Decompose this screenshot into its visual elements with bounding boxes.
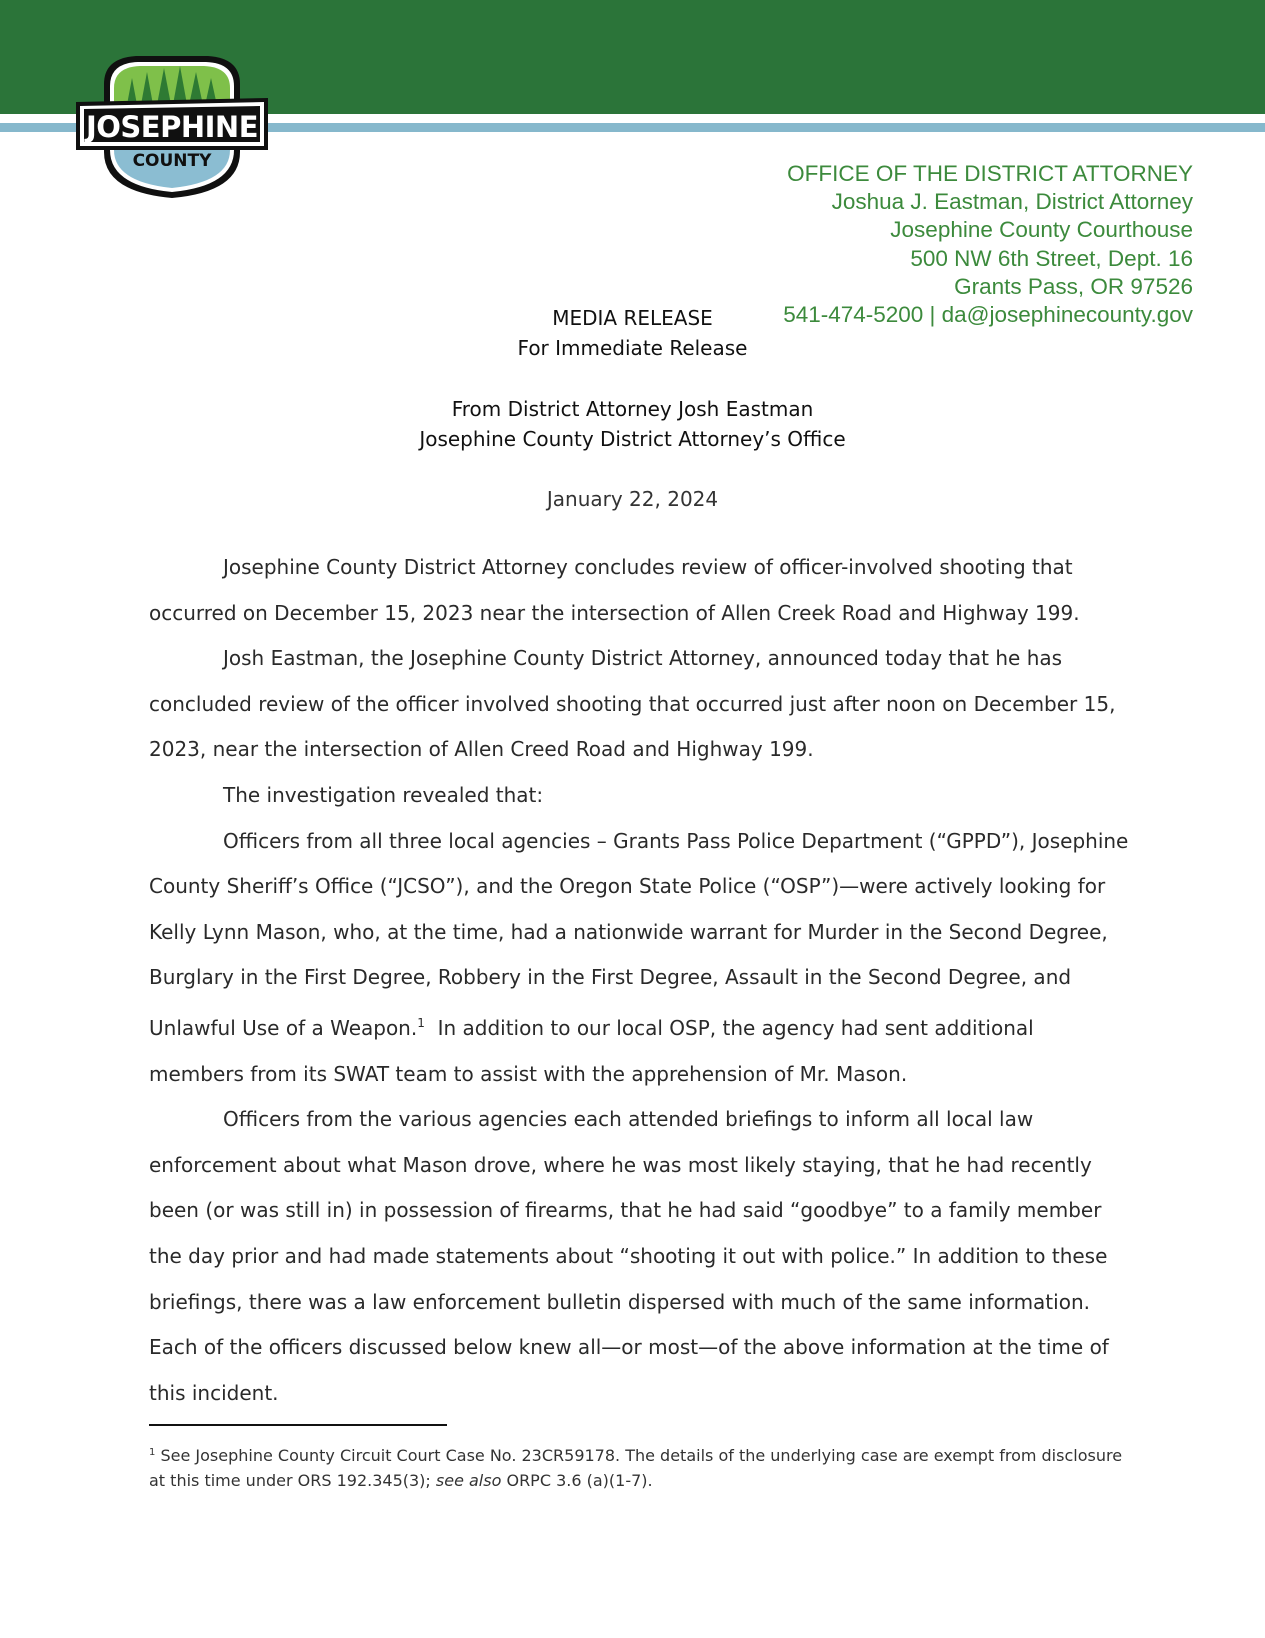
footnote-number: 1 bbox=[149, 1447, 156, 1458]
paragraph-agencies bbox=[149, 819, 1134, 1098]
footnote-text: See Josephine County Circuit Court Case No. 23CR59178. The details of the underlying case are exempt from disclosure at this time under ORS 192.345(3); bbox=[149, 1446, 1123, 1490]
office-attorney-name: Joshua J. Eastman, District Attorney bbox=[831, 189, 1193, 215]
logo-subtitle: COUNTY bbox=[132, 151, 212, 171]
office-line: Josephine County District Attorney’s Office bbox=[419, 427, 846, 451]
logo-wordmark: JOSEPHINE bbox=[85, 110, 259, 144]
office-city: Grants Pass, OR 97526 bbox=[954, 273, 1193, 299]
footnote-text-end: ORPC 3.6 (a)(1-7). bbox=[506, 1471, 653, 1490]
release-source bbox=[0, 394, 1265, 454]
paragraph-investigation-intro: The investigation revealed that: bbox=[223, 782, 544, 807]
paragraph-announcement: Josh Eastman, the Josephine County District Attorney, announced today that he has concluded review of the officer involved shooting that occurred just after noon on December 15, 2023, near the intersection of Allen Creed Road and Highway 199. bbox=[149, 646, 1116, 762]
footnote-see-also: see also bbox=[435, 1471, 502, 1490]
release-date: January 22, 2024 bbox=[546, 487, 719, 511]
release-type: MEDIA RELEASE bbox=[552, 306, 713, 330]
josephine-county-logo bbox=[74, 52, 270, 202]
paragraph-summary: Josephine County District Attorney concludes review of officer-involved shooting that occurred on December 15, 2023 near the intersection of Allen Creek Road and Highway 199. bbox=[149, 555, 1080, 625]
release-body bbox=[149, 545, 1134, 1416]
footnote-divider bbox=[149, 1424, 447, 1426]
footnote bbox=[149, 1440, 1134, 1493]
release-heading bbox=[0, 303, 1265, 363]
office-title: OFFICE OF THE DISTRICT ATTORNEY bbox=[787, 161, 1193, 186]
agencies-text: Officers from all three local agencies – Grants Pass Police Department (“GPPD”), Josephine County Sheriff’s Office (“JCSO”), and the Oregon State Police (“OSP”)—were actively looking for Kelly Lynn Mason, who, at the time, had a nationwide warrant for Murder in the Second Degree, Burglary in the First Degree, Robbery in the First Degree, Assault in the Second Degree, and Unlawful Use of a Weapon. bbox=[149, 828, 1129, 1040]
release-timing: For Immediate Release bbox=[517, 336, 748, 360]
agencies-text-continued: In addition to our local OSP, the agency had sent additional members from its SWAT team to assist with the apprehension of Mr. Mason. bbox=[149, 1015, 1034, 1086]
footnote-reference: 1 bbox=[417, 1015, 425, 1030]
office-building: Josephine County Courthouse bbox=[890, 217, 1193, 243]
office-contact: 541-474-5200 | da@josephinecounty.gov bbox=[783, 302, 1193, 328]
paragraph-briefings: Officers from the various agencies each attended briefings to inform all local law enforcement about what Mason drove, where he was most likely staying, that he had recently been (or was still in) in possession of firearms, that he had said “goodbye” to a family member the day prior and had made statements about “shooting it out with police.” In addition to these briefings, there was a law enforcement bulletin dispersed with much of the same information. Each of the officers discussed below knew all—or most—of the above information at the time of this incident. bbox=[149, 1107, 1109, 1405]
from-line: From District Attorney Josh Eastman bbox=[451, 397, 814, 421]
office-street: 500 NW 6th Street, Dept. 16 bbox=[910, 245, 1193, 271]
